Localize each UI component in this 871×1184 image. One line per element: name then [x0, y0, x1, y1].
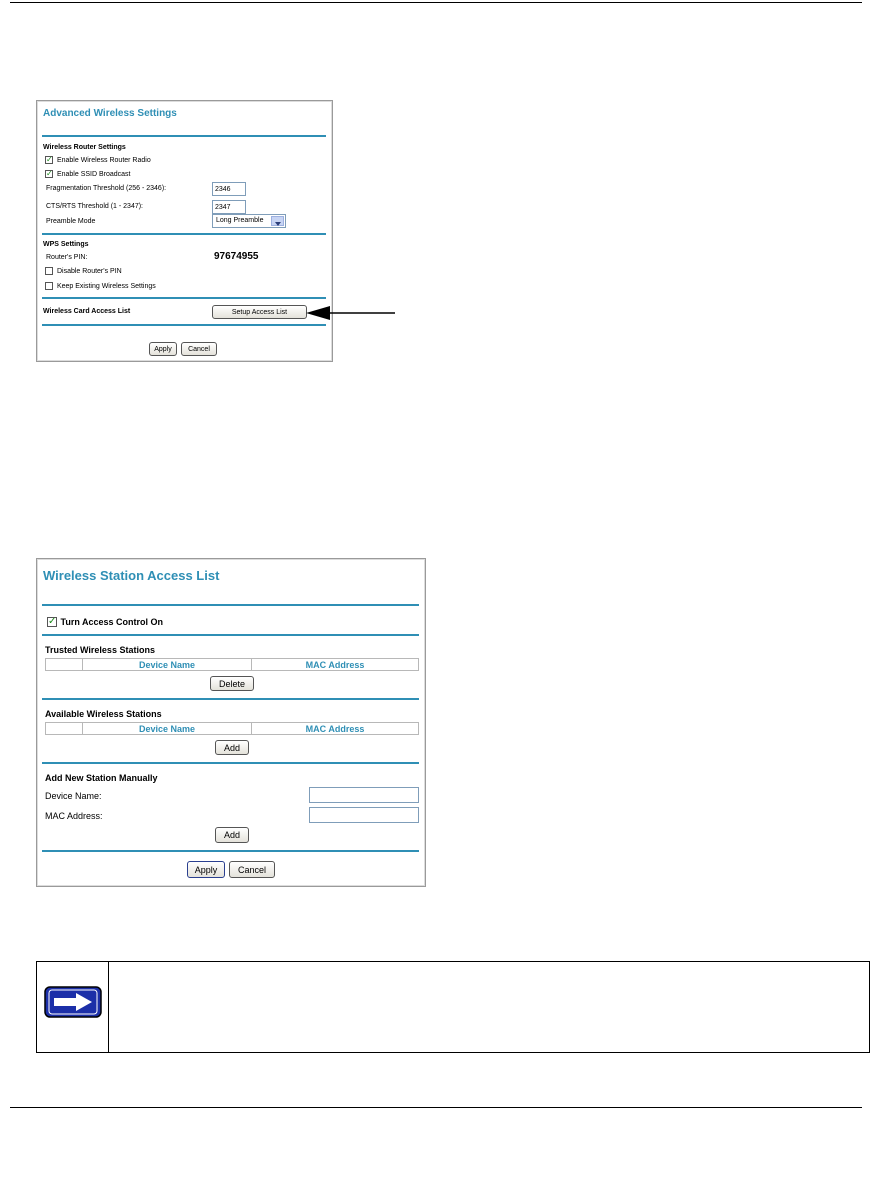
router-pin-label: Router's PIN: [46, 254, 88, 261]
trusted-stations-heading: Trusted Wireless Stations [45, 645, 155, 655]
advanced-wireless-settings-panel [36, 100, 333, 362]
bottom-rule [10, 1107, 862, 1108]
apply-button[interactable]: Apply [187, 861, 225, 878]
advanced-wireless-settings-title: Advanced Wireless Settings [43, 108, 177, 119]
enable-radio-checkbox[interactable] [45, 156, 53, 164]
divider [42, 604, 419, 606]
mac-address-column-header: MAC Address [252, 659, 419, 671]
preamble-label: Preamble Mode [46, 218, 96, 225]
divider [42, 850, 419, 852]
trusted-stations-table [45, 658, 419, 671]
divider [42, 698, 419, 700]
cancel-button[interactable]: Cancel [181, 342, 217, 356]
enable-radio-label: Enable Wireless Router Radio [56, 156, 151, 164]
cts-rts-input[interactable] [212, 200, 246, 214]
delete-button[interactable]: Delete [210, 676, 254, 691]
callout-arrow [300, 300, 400, 326]
divider [42, 634, 419, 636]
chevron-down-icon[interactable] [271, 216, 284, 226]
mac-address-column-header: MAC Address [252, 723, 419, 735]
divider [42, 233, 326, 235]
enable-ssid-row[interactable] [45, 170, 131, 178]
add-manually-heading: Add New Station Manually [45, 773, 158, 783]
router-pin-value: 97674955 [214, 251, 259, 262]
enable-ssid-checkbox[interactable] [45, 170, 53, 178]
divider [42, 324, 326, 326]
keep-existing-label: Keep Existing Wireless Settings [56, 282, 156, 290]
top-rule [10, 2, 862, 3]
divider [42, 135, 326, 137]
enable-ssid-label: Enable SSID Broadcast [56, 170, 131, 178]
available-stations-table [45, 722, 419, 735]
note-divider [108, 961, 109, 1053]
preamble-value: Long Preamble [216, 217, 264, 224]
add-manual-button[interactable]: Add [215, 827, 249, 843]
setup-access-list-button[interactable]: Setup Access List [212, 305, 307, 319]
table-header-row [46, 659, 419, 671]
note-box [36, 961, 870, 1053]
keep-existing-checkbox[interactable] [45, 282, 53, 290]
mac-address-label: MAC Address: [45, 811, 103, 821]
router-settings-heading: Wireless Router Settings [43, 144, 126, 151]
arrow-right-icon [44, 986, 102, 1018]
cancel-button[interactable]: Cancel [229, 861, 275, 878]
divider [42, 762, 419, 764]
device-name-column-header: Device Name [83, 723, 252, 735]
enable-radio-row[interactable] [45, 156, 151, 164]
table-header-row [46, 723, 419, 735]
fragmentation-label: Fragmentation Threshold (256 - 2346): [46, 185, 167, 192]
disable-pin-checkbox[interactable] [45, 267, 53, 275]
turn-access-control-checkbox[interactable] [47, 617, 57, 627]
wireless-station-access-list-panel [36, 558, 426, 887]
divider [42, 297, 326, 299]
device-name-label: Device Name: [45, 791, 102, 801]
disable-pin-label: Disable Router's PIN [56, 267, 122, 275]
turn-access-control-label: Turn Access Control On [60, 616, 164, 627]
wps-settings-heading: WPS Settings [43, 241, 89, 248]
available-stations-heading: Available Wireless Stations [45, 709, 162, 719]
mac-address-input[interactable] [309, 807, 419, 823]
cts-rts-label: CTS/RTS Threshold (1 - 2347): [46, 203, 144, 210]
device-name-column-header: Device Name [83, 659, 252, 671]
access-list-title: Wireless Station Access List [43, 568, 220, 583]
turn-access-control-row[interactable] [47, 616, 163, 627]
fragmentation-input[interactable] [212, 182, 246, 196]
select-column-header [46, 723, 83, 735]
add-available-button[interactable]: Add [215, 740, 249, 755]
device-name-input[interactable] [309, 787, 419, 803]
apply-button[interactable]: Apply [149, 342, 177, 356]
disable-pin-row[interactable] [45, 267, 122, 275]
select-column-header [46, 659, 83, 671]
keep-existing-row[interactable] [45, 282, 156, 290]
access-list-label: Wireless Card Access List [43, 308, 131, 315]
preamble-select[interactable] [212, 214, 286, 228]
